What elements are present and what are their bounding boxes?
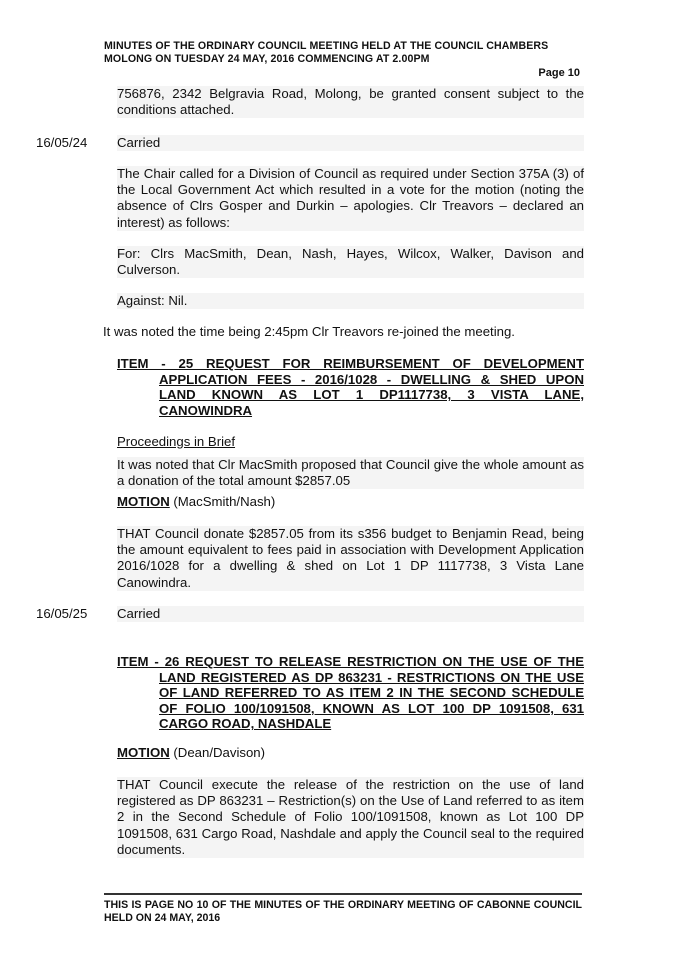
item-25-line-2: APPLICATION FEES - 2016/1028 - DWELLING & SHED UPON [159,371,584,387]
motion-25-movers: (MacSmith/Nash) [169,494,276,509]
resolution-number-1: 16/05/24 [36,135,88,150]
item-26-line-4: OF FOLIO 100/1091508, KNOWN AS LOT 100 DP 1091508, 631 [159,700,584,716]
proceedings-text: It was noted that Clr MacSmith proposed that Council give the whole amount as a donation of the total amount $2857.05 [117,457,584,489]
motion-26-text: THAT Council execute the release of the restriction on the use of land registered as DP 863231 – Restriction(s) on the Use of Land referred to as item 2 in the Second Schedule of Folio 100/1091508, known as Lot 100 DP 1091508, 631 Cargo Road, Nashdale and apply the Council seal to the required documents. [117,777,584,857]
item-26-line-5: CARGO ROAD, NASHDALE [159,716,332,732]
motion-26-movers: (Dean/Davison) [169,745,266,760]
motion-26-label: MOTION [117,745,170,760]
page-number: Page 10 [538,67,580,79]
footer-divider [104,893,582,896]
resolution-carried-1: Carried [117,135,584,151]
division-text: The Chair called for a Division of Council as required under Section 375A (3) of the Local Government Act which resulted in a vote for the motion (noting the absence of Clrs Gosper and Durkin – apologies. Clr Treavors – declared an interest) as follows: [117,166,584,230]
motion-25 [117,494,584,510]
continuation-text: 756876, 2342 Belgravia Road, Molong, be granted consent subject to the conditions attached. [117,86,584,118]
motion-25-text: THAT Council donate $2857.05 from its s356 budget to Benjamin Read, being the amount equivalent to fees paid in association with Development Application 2016/1028 for a dwelling & shed on Lot 1 DP 1117738, 3 Vista Lane Canowindra. [117,526,584,590]
motion-26 [117,745,584,761]
header-line-2: MOLONG ON TUESDAY 24 MAY, 2016 COMMENCING AT 2.00PM [104,53,430,65]
item-25-heading [117,356,584,418]
motion-25-label: MOTION [117,494,170,509]
item-26-line-3: OF LAND REFERRED TO AS ITEM 2 IN THE SECOND SCHEDULE [159,685,584,701]
item-25-line-3: LAND KNOWN AS LOT 1 DP1117738, 3 VISTA LANE, [159,387,584,403]
item-26-line-2: LAND REGISTERED AS DP 863231 - RESTRICTIONS ON THE USE [159,669,584,685]
item-26-heading [117,654,584,732]
item-26-line-1: ITEM - 26 REQUEST TO RELEASE RESTRICTION ON THE USE OF THE [117,654,584,669]
page-footer: THIS IS PAGE NO 10 OF THE MINUTES OF THE ORDINARY MEETING OF CABONNE COUNCIL HELD ON 24 MAY, 2016 [104,899,582,924]
noted-time-text: It was noted the time being 2:45pm Clr Treavors re-joined the meeting. [103,324,515,339]
vote-against-text: Against: Nil. [117,293,584,309]
proceedings-heading: Proceedings in Brief [117,434,236,449]
item-25-line-4: CANOWINDRA [159,402,253,418]
header-line-1: MINUTES OF THE ORDINARY COUNCIL MEETING HELD AT THE COUNCIL CHAMBERS [104,40,549,52]
vote-for-text: For: Clrs MacSmith, Dean, Nash, Hayes, Wilcox, Walker, Davison and Culverson. [117,246,584,278]
page-header [104,40,586,66]
resolution-carried-2: Carried [117,606,584,622]
item-25-line-1: ITEM - 25 REQUEST FOR REIMBURSEMENT OF DEVELOPMENT [117,356,584,371]
resolution-number-2: 16/05/25 [36,606,88,621]
